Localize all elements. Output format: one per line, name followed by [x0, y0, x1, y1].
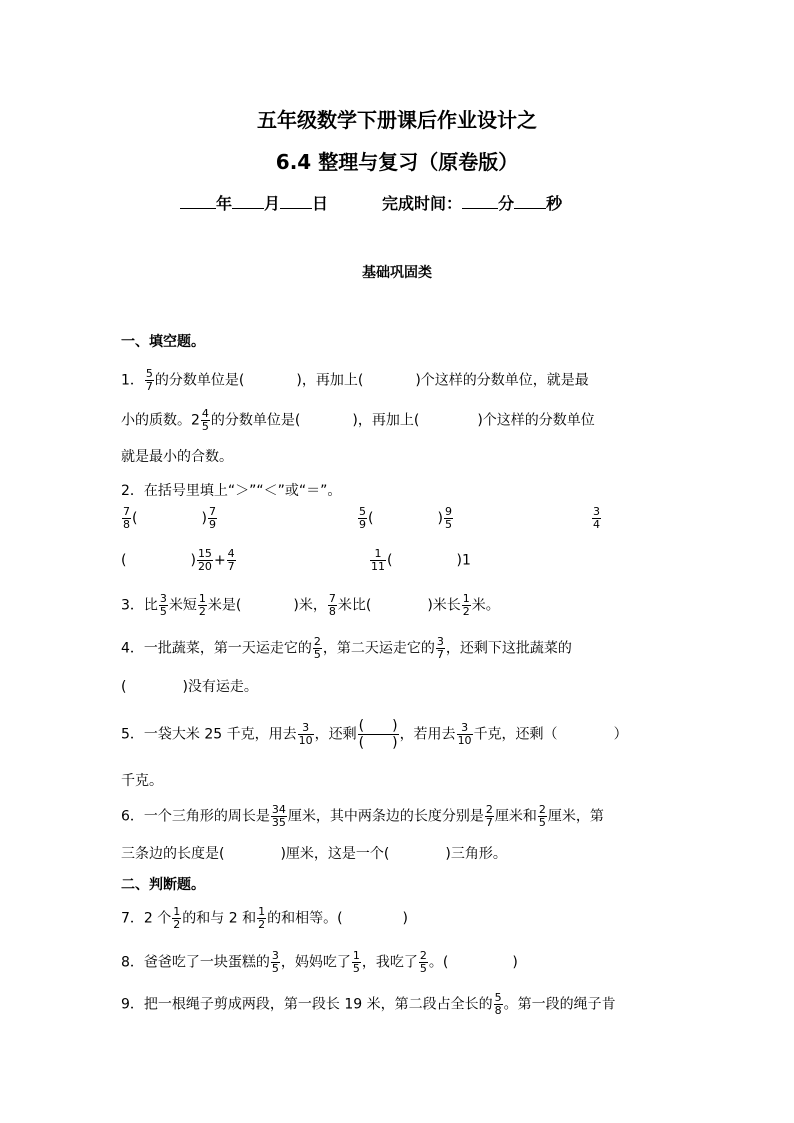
fraction-blank[interactable]: $\frac{( )}{( )}$	[358, 718, 398, 751]
question-4-line-1: 4．一批蔬菜，第一天运走它的 $\frac{2}{5}$ ，第二天运走它的 $\frac{3}{7}$ ，还剩下这批蔬菜的	[121, 635, 572, 661]
fraction: $\frac{4}{7}$	[227, 547, 235, 573]
question-3: 3．比 $\frac{3}{5}$ 米短 $\frac{1}{2}$ 米是( )米， $\frac{7}{8}$ 米比( )米长 $\frac{1}{2}$ 米。	[121, 592, 500, 618]
question-6-line-2: 三条边的长度是( )厘米，这是一个( )三角形。	[121, 846, 507, 862]
fraction: $\frac{1}{2}$	[258, 905, 266, 931]
fraction: $\frac{3}{5}$	[271, 949, 279, 975]
second-label: 秒	[546, 194, 563, 213]
fraction: $\frac{1}{2}$	[462, 592, 470, 618]
question-9: 9．把一根绳子剪成两段，第一段长 19 米，第二段占全长的 $\frac{5}{8}$ 。第一段的绳子肯	[121, 991, 616, 1017]
year-blank[interactable]	[180, 194, 216, 209]
q1-text: 的分数单位是(	[154, 372, 245, 389]
q1-text: )个这样的分数单位	[477, 412, 595, 429]
question-4-line-2: ( )没有运走。	[121, 679, 258, 695]
fraction: $\frac{2}{7}$	[485, 803, 493, 829]
question-7: 7．2 个 $\frac{1}{2}$ 的和与 2 和 $\frac{1}{2}$ 的和相等。( )	[121, 905, 409, 931]
fraction: $\frac{1}{2}$	[198, 592, 206, 618]
minute-label: 分	[498, 194, 515, 213]
question-6-line-1: 6．一个三角形的周长是 $\frac{34}{35}$ 厘米，其中两条边的长度分别是 $\frac{2}{7}$ 厘米和 $\frac{2}{5}$ 厘米，第	[121, 803, 604, 829]
q1-text: 小的质数。2	[121, 412, 200, 429]
fraction: $\frac{2}{5}$	[313, 635, 321, 661]
month-blank[interactable]	[232, 194, 264, 209]
q1-text: )，再加上(	[296, 372, 364, 389]
fraction: $\frac{3}{7}$	[436, 635, 444, 661]
q1-number: 1．	[121, 372, 144, 389]
date-time-line	[180, 191, 562, 214]
question-8: 8．爸爸吃了一块蛋糕的 $\frac{3}{5}$ ，妈妈吃了 $\frac{1}{5}$ ，我吃了 $\frac{2}{5}$ 。( )	[121, 949, 518, 975]
second-blank[interactable]	[514, 194, 546, 209]
section-2-heading: 二、判断题。	[121, 877, 205, 893]
fraction: $\frac{7}{9}$	[208, 505, 216, 531]
day-blank[interactable]	[280, 194, 312, 209]
day-label: 日	[312, 194, 329, 213]
compare-b: $\frac{5}{9}$ ( ) $\frac{9}{5}$	[359, 505, 452, 531]
fraction: $\frac{7}{8}$	[328, 592, 336, 618]
fraction: $\frac{2}{5}$	[538, 803, 546, 829]
q1-text: )个这样的分数单位，就是最	[415, 372, 589, 389]
fraction: $\frac{1}{5}$	[352, 949, 360, 975]
fraction: $\frac{3}{4}$	[593, 505, 600, 531]
section-heading: 基础巩固类	[362, 265, 432, 281]
question-5-line-2: 千克。	[121, 773, 163, 789]
fraction: $\frac{3}{10}$	[457, 721, 472, 747]
compare-c	[591, 506, 602, 531]
fraction: $\frac{5}{7}$	[145, 367, 153, 393]
fraction: $\frac{4}{5}$	[201, 407, 209, 433]
year-label: 年	[216, 194, 233, 213]
fraction: $\frac{3}{10}$	[298, 721, 313, 747]
fraction: $\frac{1}{11}$	[371, 547, 385, 573]
title-line-2: 6.4 整理与复习（原卷版）	[275, 150, 519, 174]
fraction: $\frac{9}{5}$	[444, 505, 452, 531]
compare-e: $\frac{1}{11}$ ( )1	[371, 547, 471, 573]
fraction: $\frac{2}{5}$	[419, 949, 427, 975]
fraction: $\frac{34}{35}$	[271, 803, 286, 829]
title-line-1: 五年级数学下册课后作业设计之	[257, 108, 537, 132]
question-1-line-3: 就是最小的合数。	[121, 449, 233, 465]
month-label: 月	[264, 194, 281, 213]
question-1-line-2	[121, 408, 595, 433]
fraction: $\frac{15}{20}$	[197, 547, 212, 573]
q1-text: 的分数单位是(	[210, 412, 301, 429]
section-1-heading: 一、填空题。	[121, 334, 205, 350]
fraction: $\frac{1}{2}$	[173, 905, 181, 931]
fraction: $\frac{5}{9}$	[359, 505, 366, 531]
question-1-line-1	[121, 368, 589, 393]
question-2-text: 2．在括号里填上“＞”“＜”或“＝”。	[121, 483, 342, 499]
minute-blank[interactable]	[462, 194, 498, 209]
compare-a: $\frac{7}{8}$ ( ) $\frac{7}{9}$	[123, 505, 216, 531]
q1-text: )，再加上(	[352, 412, 420, 429]
question-5-line-1: 5．一袋大米 25 千克，用去 $\frac{3}{10}$ ，还剩 $\frac{( )}{( )}$ ，若用去 $\frac{3}{10}$ 千克，还剩（ ）	[121, 718, 628, 751]
fraction: $\frac{7}{8}$	[123, 505, 130, 531]
compare-d: ( ) $\frac{15}{20}$ + $\frac{4}{7}$	[121, 547, 235, 573]
time-label: 完成时间：	[382, 194, 463, 213]
fraction: $\frac{3}{5}$	[159, 592, 167, 618]
fraction: $\frac{5}{8}$	[494, 991, 502, 1017]
